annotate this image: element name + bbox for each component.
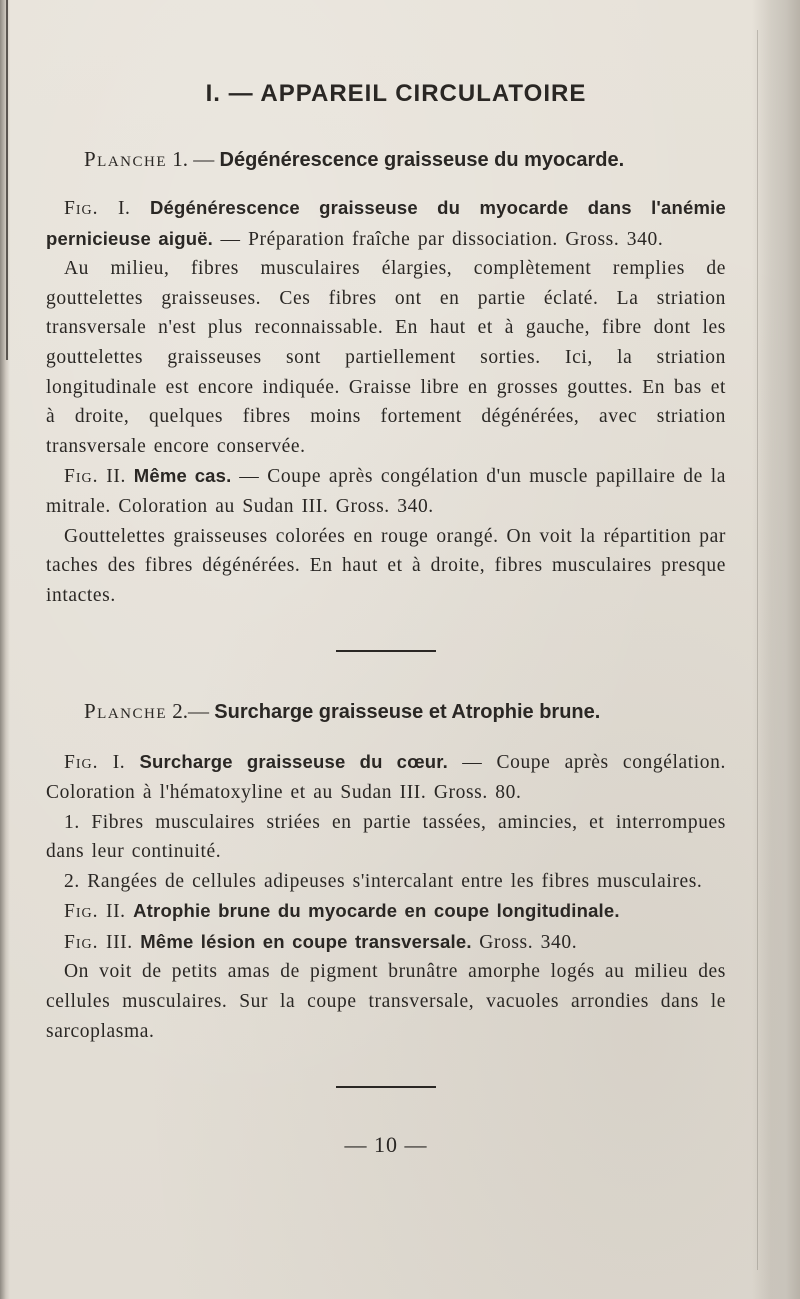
description-paragraph: Gouttelettes graisseuses colorées en rouge orangé. On voit la répartition par taches des fibres dégénérées. En haut et à droite, fibres musculaires presque intactes. [46,525,726,606]
fig-number: II. [98,901,134,923]
fig-label: Fig. [64,901,99,923]
fig-title: Surcharge graisseuse du cœur. [139,751,448,773]
fig-2-paragraph [46,461,726,521]
planche-label: Planche [84,147,168,171]
numbered-item: 2. Rangées de cellules adipeuses s'intercalant entre les fibres musculaires. [64,870,703,892]
fig-number: III. [98,931,141,953]
planche-number: 1. — [167,147,220,171]
planche-title: Dégénérescence graisseuse du myocarde. [219,149,625,171]
fig-number: I. [98,752,140,774]
description-paragraph: On voit de petits amas de pigment brunâtre amorphe logés au milieu des cellules musculaires. Sur la coupe transversale, vacuoles arrondies dans le sarcoplasma. [46,961,726,1042]
planche-1-heading [46,144,726,175]
fig-label: Fig. [64,752,99,774]
binding-line [6,0,8,360]
page-content [46,80,726,1158]
section-heading: I. — APPAREIL CIRCULATOIRE [205,80,587,107]
planche-number: 2.— [167,699,215,724]
fig-label: Fig. [64,466,99,488]
section-divider [336,650,436,652]
fig-1-paragraph [46,193,726,254]
fig-description: — Coupe après congélation. Coloration à l'hématoxyline et au Sudan III. Gross. 80. [46,752,726,803]
planche-label: Planche [84,699,168,724]
page-number: — 10 — [344,1132,428,1158]
fig-title: Atrophie brune du myocarde en coupe longitudinale. [133,900,620,922]
planche-title: Surcharge graisseuse et Atrophie brune. [214,701,601,724]
fig-label: Fig. [64,931,99,953]
fig-3-paragraph [46,927,726,958]
fig-description: — Coupe après congélation d'un muscle papillaire de la mitrale. Coloration au Sudan III. Gross. 340. [46,466,726,517]
fig-description: Gross. 340. [471,931,578,953]
fig-1-paragraph [46,747,726,807]
fig-number: I. [98,198,150,219]
fig-2-paragraph [46,896,726,927]
fig-label: Fig. [64,198,99,219]
page-edge-right [752,0,800,1299]
fig-title: Même cas. [133,465,232,487]
fig-title: Dégénérescence graisseuse du myocarde dans l'anémie pernicieuse aiguë. [46,197,726,249]
fig-description: — Préparation fraîche par dissociation. Gross. 340. [213,228,664,250]
page-fold-line [757,30,758,1270]
page-edge-left [0,0,10,1299]
numbered-item: 1. Fibres musculaires striées en partie tassées, amincies, et interrompues dans leur continuité. [46,811,726,863]
fig-title: Même lésion en coupe transversale. [140,930,472,952]
fig-number: II. [98,466,134,488]
description-paragraph: Au milieu, fibres musculaires élargies, complètement remplies de gouttelettes graisseuses. Ces fibres ont en partie éclaté. La striation transversale n'est plus reconnaissable. En haut et à gauche, fibre dont les gouttelettes graisseuses sont partiellement sorties. Ici, la striation longitudinale est encore indiquée. Graisse libre en grosses gouttes. En bas et à droite, quelques fibres moins fortement dégénérées, avec striation transversale encore conservée. [46,258,726,457]
section-divider [336,1086,436,1088]
planche-2-heading [46,696,726,727]
